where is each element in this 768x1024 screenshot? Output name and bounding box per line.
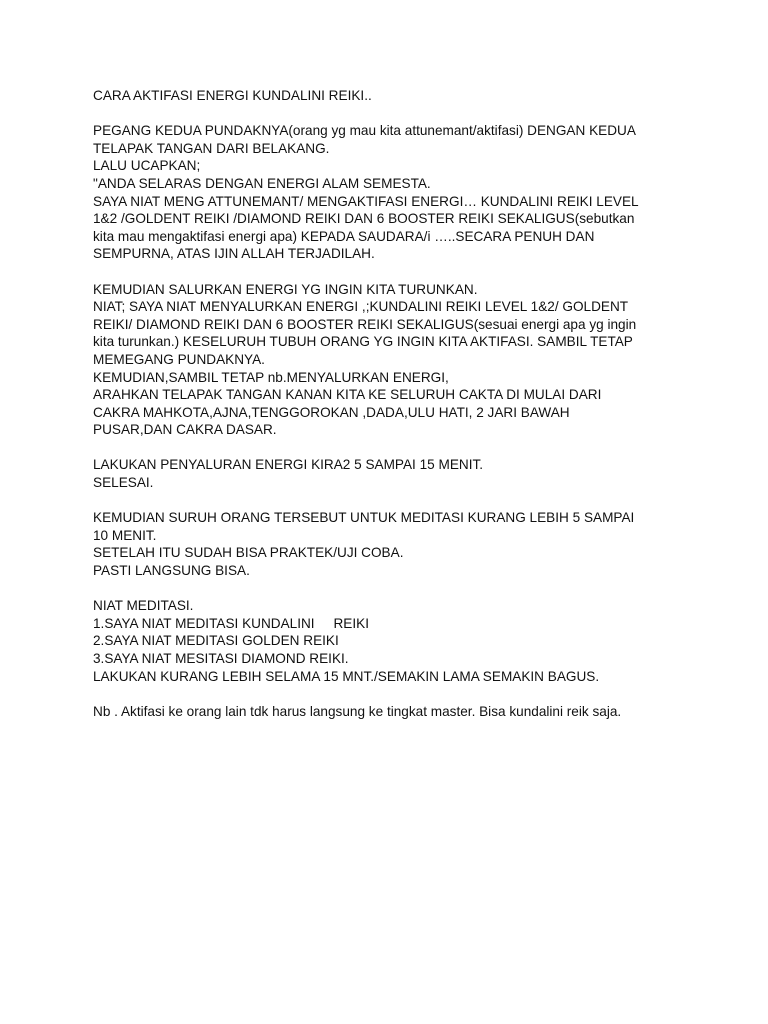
paragraph-line: CAKRA MAHKOTA,AJNA,TENGGOROKAN ,DADA,ULU HATI, 2 JARI BAWAH (93, 404, 570, 420)
blank-line (93, 439, 673, 457)
paragraph-line: SETELAH ITU SUDAH BISA PRAKTEK/UJI COBA. (93, 545, 404, 561)
paragraph-line: SAYA NIAT MENG ATTUNEMANT/ MENGAKTIFASI ENERGI… KUNDALINI REIKI LEVEL (93, 193, 639, 209)
blank-line (93, 580, 673, 598)
paragraph-line: 1&2 /GOLDENT REIKI /DIAMOND REIKI DAN 6 BOOSTER REIKI SEKALIGUS(sebutkan (93, 211, 635, 227)
paragraph-line: KEMUDIAN,SAMBIL TETAP nb.MENYALURKAN ENERGI, (93, 369, 449, 385)
document-body (93, 87, 673, 720)
blank-line (93, 685, 673, 703)
paragraph-line: PASTI LANGSUNG BISA. (93, 563, 250, 579)
paragraph-line: PUSAR,DAN CAKRA DASAR. (93, 422, 277, 438)
blank-line (93, 105, 673, 123)
paragraph-line: ARAHKAN TELAPAK TANGAN KANAN KITA KE SELURUH CAKTA DI MULAI DARI (93, 387, 602, 403)
meditation-list-item: 1.SAYA NIAT MEDITASI KUNDALINI REIKI (93, 615, 369, 631)
paragraph-line: SELESAI. (93, 475, 154, 491)
paragraph-line: PEGANG KEDUA PUNDAKNYA(orang yg mau kita attunemant/aktifasi) DENGAN KEDUA (93, 123, 636, 139)
note-line: Nb . Aktifasi ke orang lain tdk harus langsung ke tingkat master. Bisa kundalini reik saja. (93, 703, 622, 719)
paragraph-line: REIKI/ DIAMOND REIKI DAN 6 BOOSTER REIKI SEKALIGUS(sesuai energi apa yg ingin (93, 316, 637, 332)
paragraph-line: kita turunkan.) KESELURUH TUBUH ORANG YG INGIN KITA AKTIFASI. SAMBIL TETAP (93, 334, 633, 350)
blank-line (93, 492, 673, 510)
paragraph-line: KEMUDIAN SURUH ORANG TERSEBUT UNTUK MEDITASI KURANG LEBIH 5 SAMPAI (93, 510, 635, 526)
paragraph-line: 10 MENIT. (93, 527, 157, 543)
meditation-list-item: 2.SAYA NIAT MEDITASI GOLDEN REIKI (93, 633, 339, 649)
paragraph-line: LAKUKAN KURANG LEBIH SELAMA 15 MNT./SEMAKIN LAMA SEMAKIN BAGUS. (93, 668, 600, 684)
paragraph-line: KEMUDIAN SALURKAN ENERGI YG INGIN KITA TURUNKAN. (93, 281, 478, 297)
meditation-heading: NIAT MEDITASI. (93, 598, 194, 614)
paragraph-line: LALU UCAPKAN; (93, 158, 201, 174)
paragraph-line: "ANDA SELARAS DENGAN ENERGI ALAM SEMESTA. (93, 175, 431, 191)
paragraph-line: MEMEGANG PUNDAKNYA. (93, 351, 265, 367)
blank-line (93, 263, 673, 281)
document-title: CARA AKTIFASI ENERGI KUNDALINI REIKI.. (93, 88, 372, 103)
paragraph-line: LAKUKAN PENYALURAN ENERGI KIRA2 5 SAMPAI 15 MENIT. (93, 457, 484, 473)
paragraph-line: NIAT; SAYA NIAT MENYALURKAN ENERGI ,;KUNDALINI REIKI LEVEL 1&2/ GOLDENT (93, 299, 629, 315)
paragraph-line: kita mau mengaktifasi energi apa) KEPADA SAUDARA/i …..SECARA PENUH DAN (93, 228, 595, 244)
meditation-list-item: 3.SAYA NIAT MESITASI DIAMOND REIKI. (93, 651, 349, 666)
paragraph-line: TELAPAK TANGAN DARI BELAKANG. (93, 140, 330, 156)
paragraph-line: SEMPURNA, ATAS IJIN ALLAH TERJADILAH. (93, 246, 375, 262)
